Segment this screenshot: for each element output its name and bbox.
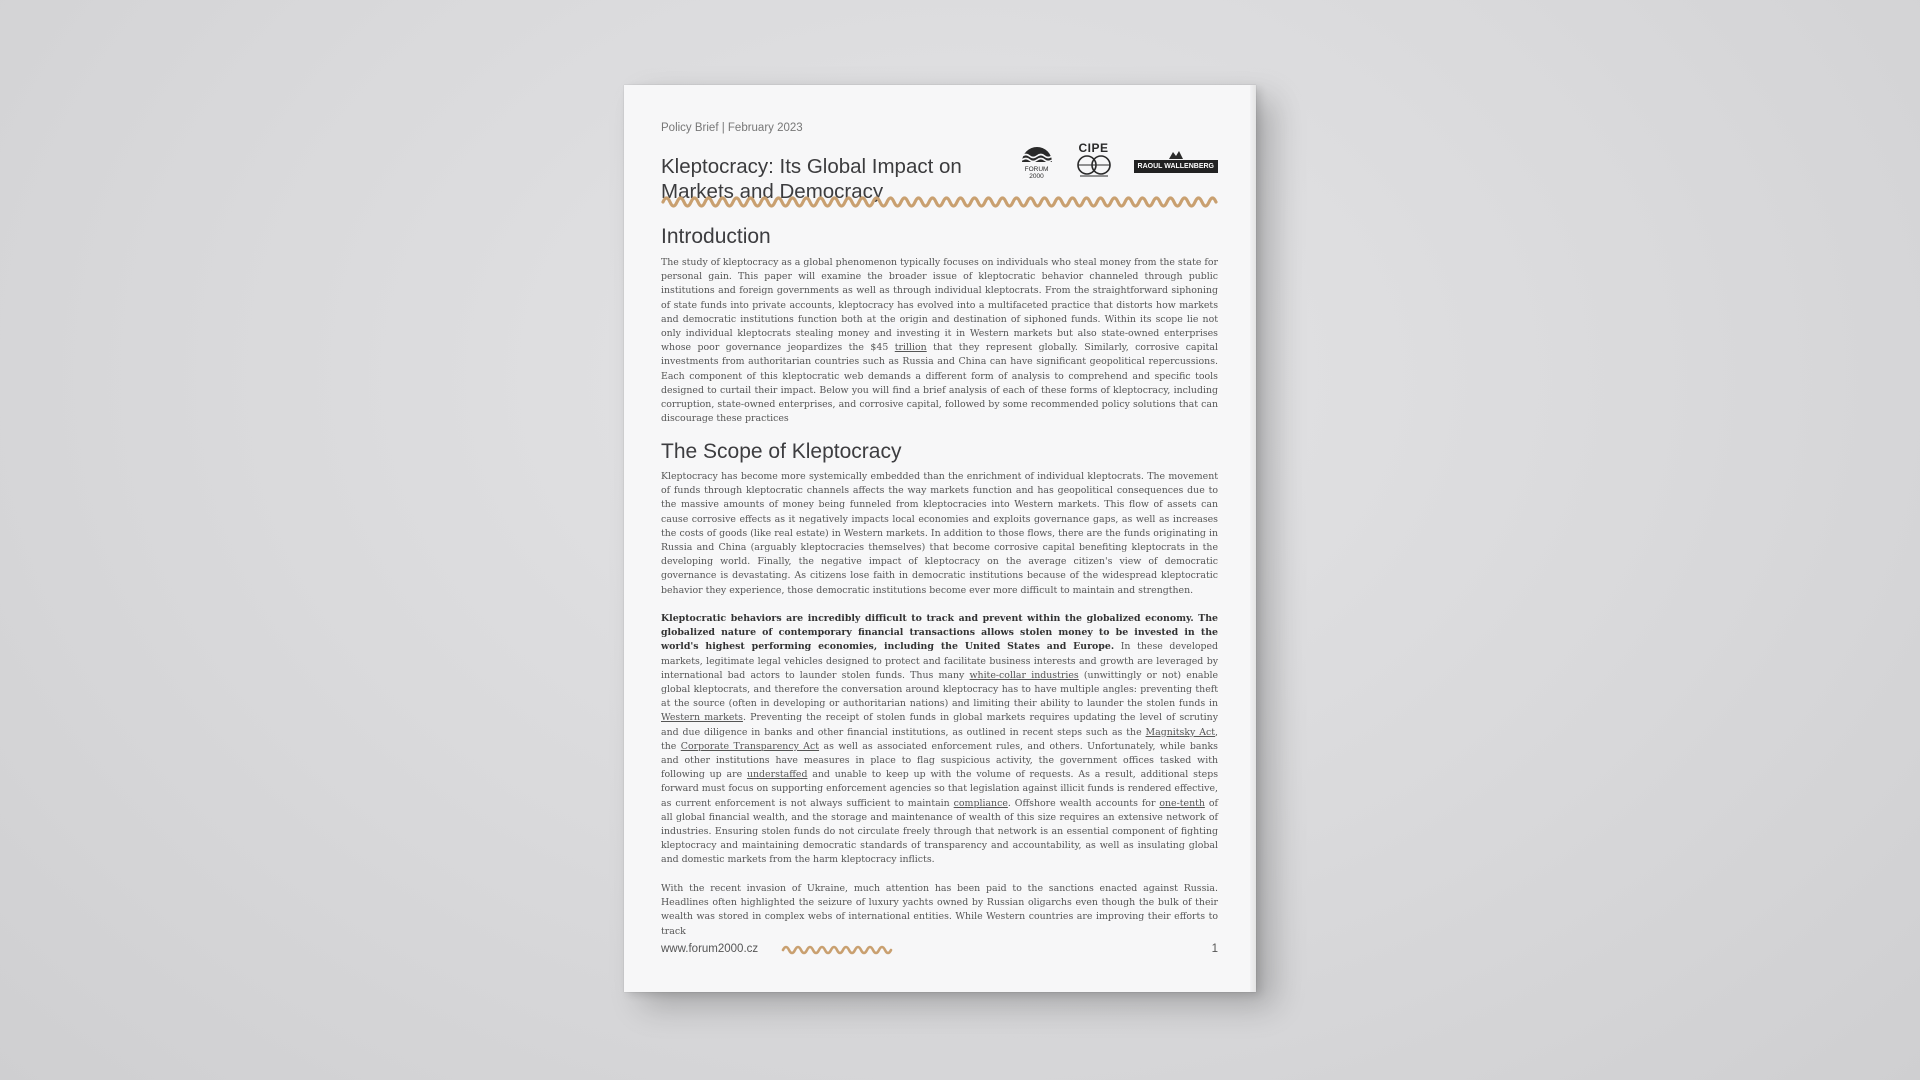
scope-paragraph-2 [661, 612, 1218, 868]
footer-wave-divider [781, 946, 893, 954]
footer-url-link[interactable]: www.forum2000.cz [661, 943, 759, 955]
text-run: . Offshore wealth accounts for [1007, 797, 1160, 809]
cipe-globe-icon [1074, 154, 1114, 178]
link-white-collar-industries[interactable]: white-collar industries [969, 669, 1079, 681]
bold-lead: Kleptocratic behaviors are incredibly difficult to track and prevent within the globalized economy. The globalized nature of contemporary financial transactions allows stolen money to be invested in the world's highest performing economies, including the United States and Europe. [661, 613, 1218, 653]
wallenberg-logo [1134, 150, 1218, 173]
link-understaffed[interactable]: understaffed [746, 769, 808, 781]
section-heading-introduction: Introduction [661, 225, 771, 248]
section-heading-scope: The Scope of Kleptocracy [661, 440, 902, 463]
text-run: . Preventing the receipt of stolen funds in global markets requires updating the level of scrutiny and due diligence in banks and other financial institutions, as outlined in recent steps such as the [661, 712, 1219, 738]
introduction-paragraph [661, 256, 1218, 426]
link-compliance[interactable]: compliance [953, 797, 1008, 809]
text-run: and unable to keep up with the volume of requests. As a result, additional steps forward must focus on supporting enforcement agencies so that legislation against illicit funds is rendered effective, as current enforcement is not always sufficient to maintain [661, 769, 1219, 809]
forum2000-logo-text: FORUM 2000 [1024, 166, 1049, 180]
cipe-logo [1074, 142, 1114, 178]
text-run: The study of kleptocracy as a global phenomenon typically focuses on individuals who steal money from the state for personal gain. This paper will examine the broader issue of kleptocratic behavior channeled through public institutions and foreign governments as well as through individual kleptocrats. From the straightforward siphoning of state funds into private accounts, kleptocracy has evolved into a multifaceted practice that distorts how markets and democratic institutions function both at the origin and destination of siphoned funds. Within its scope lie not only individual kleptocrats stealing money and investing it in Western markets but also state-owned enterprises whose poor governance jeopardizes the $45 [661, 257, 1218, 354]
page-number: 1 [1211, 943, 1218, 955]
scope-paragraph-3-clip [661, 882, 1218, 937]
text-run: , the [661, 726, 1218, 752]
wallenberg-logo-text: RAOUL WALLENBERG [1134, 160, 1218, 173]
link-western-markets[interactable]: Western markets [661, 712, 743, 724]
cipe-logo-text: CIPE [1078, 141, 1109, 155]
document-title: Kleptocracy: Its Global Impact on Markets and Democracy [661, 154, 962, 203]
scope-paragraph-3: With the recent invasion of Ukraine, much attention has been paid to the sanctions enacted against Russia. Headlines often highlighted the seizure of luxury yachts owned by Russian oligarchs even though the bulk of their wealth was stored in complex webs of international entities. While Western countries are improving their efforts to track [661, 883, 1218, 937]
scope-paragraph-1: Kleptocracy has become more systemically embedded than the enrichment of individual kleptocrats. The movement of funds through kleptocratic channels affects the way markets function and has geopolitical consequences due to the massive amounts of money being funneled from kleptocracies into Western markets. This flow of assets can cause corrosive effects as it negatively impacts local economies and exploits governance gaps, as well as increases the costs of goods (like real estate) in Western markets. In addition to those flows, there are the funds originating in Russia and China (arguably kleptocracies themselves) that become corrosive capital benefiting kleptocrats in the developing world. Finally, the negative impact of kleptocracy on the average citizen's view of democratic governance is devastating. As citizens lose faith in democratic institutions because of the widespread kleptocratic behavior they experience, those democratic institutions become ever more difficult to maintain and strengthen. [661, 471, 1218, 596]
decorative-wave-divider [661, 197, 1218, 207]
forum2000-wave-icon [1020, 142, 1054, 166]
document-page [624, 85, 1256, 992]
link-one-tenth[interactable]: one-tenth [1159, 797, 1205, 809]
text-run: as well as associated enforcement rules, and others. Unfortunately, while banks and other institutions have measures in place to flag suspicious activity, the government offices tasked with following up are [661, 740, 1218, 781]
text-run: In these developed markets, legitimate legal vehicles designed to protect and facilitate business interests and growth are leveraged by international bad actors to launder stolen funds. Thus many [661, 641, 1219, 681]
wallenberg-emblem-icon [1167, 150, 1185, 160]
header-tag: Policy Brief | February 2023 [661, 122, 803, 134]
partner-logos [1020, 142, 1218, 180]
text-run: of all global financial wealth, and the storage and maintenance of wealth of this size requires an extensive network of industries. Ensuring stolen funds do not circulate freely through that network is an essential component of fighting kleptocracy and maintaining democratic standards of transparency and accountability, as well as insulating global and domestic markets from the harm kleptocracy inflicts. [661, 797, 1218, 866]
link-trillion[interactable]: trillion [894, 342, 927, 354]
link-magnitsky-act[interactable]: Magnitsky Act [1145, 726, 1216, 738]
text-run: that they represent globally. Similarly, corrosive capital investments from authoritarian countries such as Russia and China can have significant geopolitical repercussions. Each component of this kleptocratic web demands a different form of analysis to comprehend and specific tools designed to curtail their impact. Below you will find a brief analysis of each of these forms of kleptocracy, including corruption, state-owned enterprises, and corrosive capital, followed by some recommended policy solutions that can discourage these practices [661, 342, 1218, 425]
text-run: (unwittingly or not) enable global kleptocrats, and therefore the conversation around kleptocracy has to have multiple angles: preventing theft at the source (often in developing or authoritarian nations) and limiting their ability to launder the stolen funds in [661, 669, 1218, 710]
forum2000-logo [1020, 142, 1054, 180]
link-corporate-transparency-act[interactable]: Corporate Transparency Act [680, 740, 820, 752]
